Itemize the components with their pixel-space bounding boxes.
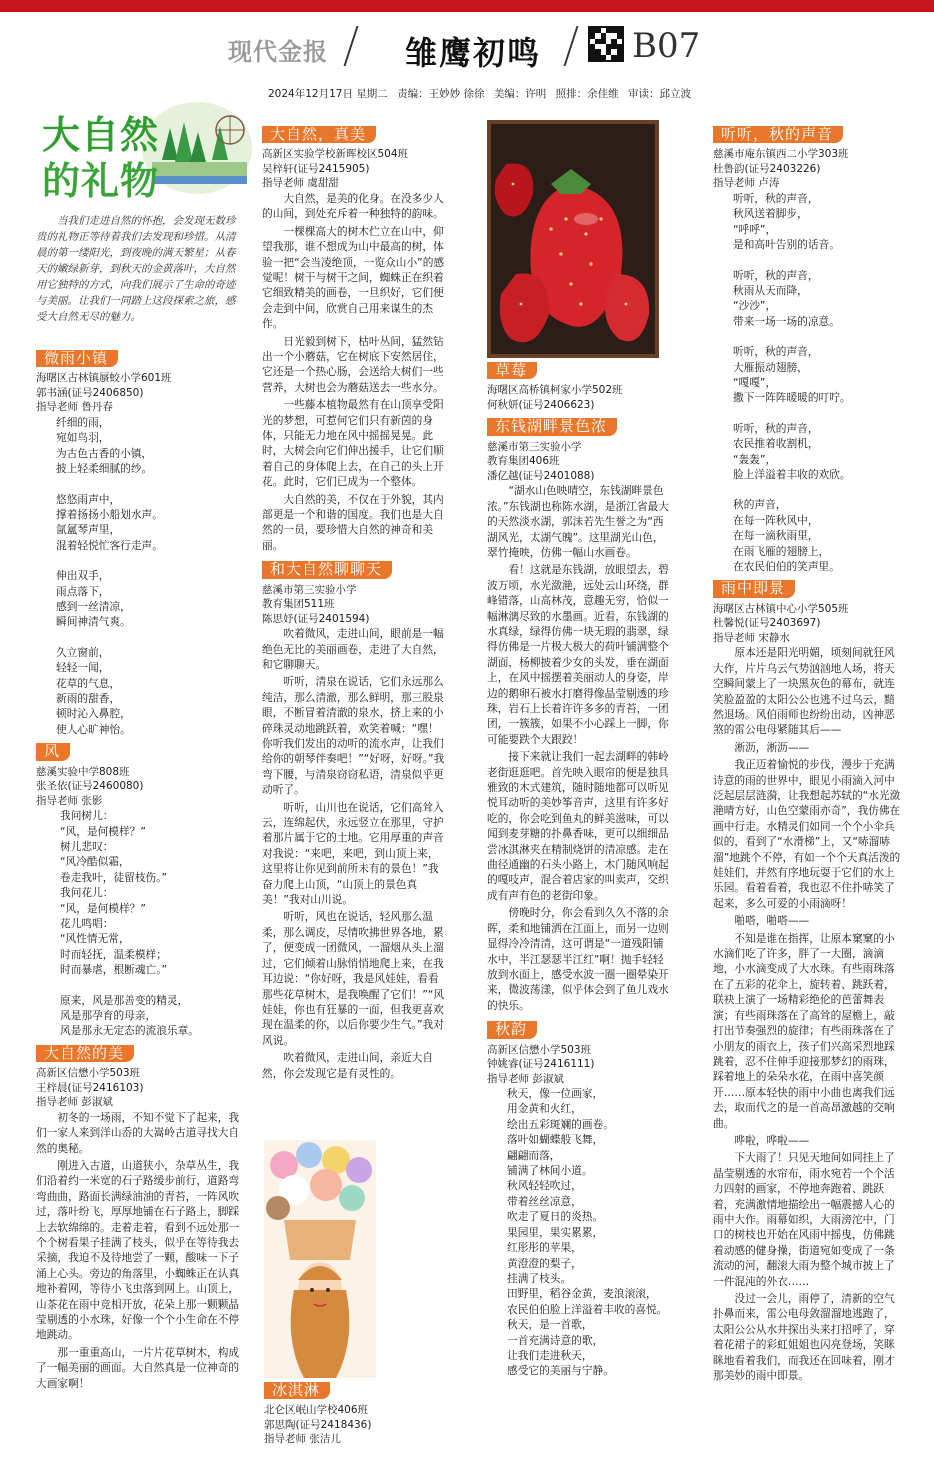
poem-line: 果园里，果实累累， (507, 1225, 604, 1239)
poem-line: 花草的气息， (56, 676, 121, 690)
paragraph: 吹着微风，走进山间，眼前是一幅绝色无比的美丽画卷，走进了大自然，和它聊聊天。 (262, 627, 444, 671)
newspaper-name: 现代金报 (228, 37, 328, 66)
poem-line: 瞬间神清气爽。 (56, 615, 131, 629)
poem-line: 使人心旷神怡。 (56, 722, 131, 736)
byline-class: 教育集团511班 (262, 598, 335, 611)
paragraph: 吹着微风，走进山间，亲近大自然，你会发现它是有灵性的。 (262, 1051, 434, 1080)
poem-line: 秋风送着脚步， (733, 207, 808, 221)
poem-line: 带着丝丝凉意， (507, 1194, 582, 1208)
poem-line: 宛如鸟羽， (56, 431, 110, 445)
poem-line: 田野里，稻谷金黄，麦浪滚滚， (507, 1287, 657, 1301)
byline (487, 1043, 673, 1087)
poem-line: 红彤彤的苹果， (507, 1241, 582, 1255)
poem-line: 听听，秋的声音， (733, 268, 819, 282)
poem-line: “嘎嘎”， (733, 375, 777, 389)
poem-line: 我问树儿： (60, 809, 114, 823)
poem-line: 顿时沁入鼻腔， (56, 707, 131, 721)
byline-teacher: 指导老师 张洁儿 (264, 1433, 341, 1446)
poem-line: “呼呼”， (733, 222, 777, 236)
section-title: 和大自然聊聊天 (262, 561, 392, 578)
paragraph: 接下来就让我们一起去湖畔的韩岭老街逛逛吧。首先映入眼帘的便是独具雅致的木式建筑，随时随地都可以听见悦耳动听的美妙筝音声，这里有许多好吃的，你会吃到鱼丸的鲜美滋味，可以闻到麦芽糖的扑鼻香味，更可以细细品尝冰淇淋夹在精制烧饼的清凉感。走在曲径通幽的石头小路上，木门随风响起的嘎吱声，混合着店家的叫卖声，交织成有声有色的老街印象。 (487, 750, 669, 902)
byline-school: 北仑区岷山学校406班 (264, 1404, 369, 1417)
column-2 (262, 120, 448, 1083)
poem-line: 听听，秋的声音， (733, 345, 819, 359)
poem-line: 树儿悲叹： (60, 839, 114, 853)
byline-author: 杜馨悦(证号2403697) (713, 617, 821, 630)
section-title: 东钱湖畔景色浓 (487, 418, 617, 435)
poem-line: 挂满了枝头。 (507, 1271, 572, 1285)
byline-school: 高新区信懋小学503班 (36, 1067, 141, 1080)
ice-cream-caption (264, 1382, 450, 1447)
poem-line: 秋的声音， (733, 498, 787, 512)
paragraph: 大自然的美，不仅在于外貌，其内部更是一个和谐的国度。我们也是大自然的一员，要珍惜大自然的神奇和美丽。 (262, 492, 444, 552)
section-title: 草莓 (487, 362, 537, 379)
section-title: 听听，秋的声音 (713, 126, 843, 143)
poem-line: 农民伯伯脸上洋溢着丰收的喜悦。 (507, 1302, 668, 1316)
issue-date: 2024年12月17日 星期二 (268, 88, 388, 100)
poem-line: 秋风轻轻吹过， (507, 1179, 582, 1193)
byline-school: 海曙区古林镇中心小学505班 (713, 602, 849, 615)
paragraph: 听听，清泉在说话，它们永远那么纯洁，那么清澈，那么鲜明，那三股泉眼，不断冒着清澈的泉水，挤上来的小碎珠灵动地跳跃着，欢笑着喊：“嘿！你听我们发出的动听的流水声，让我们给你的朝琴伴奏吧！”“好呀，好呀。”我弯下腰，与清泉窃窃私语，清泉似乎更动听了。 (262, 675, 445, 797)
byline (487, 383, 673, 412)
byline-teacher: 指导老师 彭淑斌 (36, 1096, 113, 1109)
byline (36, 1066, 246, 1110)
byline (264, 1403, 450, 1447)
paragraph: 那一重重高山，一片片花草树木，构成了一幅美丽的画面。大自然真是一位神奇的大画家啊！ (36, 1345, 240, 1390)
poem-line: 为古色古香的小镇， (56, 446, 153, 460)
feature-title-line1: 大自然 (42, 112, 160, 157)
poem-line: 感到一丝清凉， (56, 599, 131, 613)
poem-line: 带来一场一场的凉意。 (733, 314, 840, 328)
poem-line: 时而暴虐，根断魂亡。” (60, 963, 168, 977)
byline-teacher: 指导老师 张影 (36, 794, 103, 807)
paragraph: 初冬的一场雨，不知不觉下了起来，我们一家人来到洋山岙的大嵩岭古道寻找大自然的奥秘。 (36, 1110, 240, 1155)
poem-line: 撑着扬扬小船划水声。 (56, 507, 163, 521)
poem-line: 感受它的美丽与宁静。 (507, 1364, 614, 1378)
poem-line: 吹走了夏日的炎热。 (507, 1210, 604, 1224)
byline-school: 慈溪市庵东镇西二小学303班 (713, 148, 849, 161)
poem-line: 秋天，像一位画家， (507, 1087, 604, 1101)
proofreader-credit: 审读：邱立波 (628, 88, 691, 100)
byline-author: 何秋妍(证号2406623) (487, 398, 595, 411)
poem-line: 混着轻悦忙客行走声。 (56, 538, 163, 552)
poem-line: 久立窗前， (56, 645, 110, 659)
paragraph: 日光毅到树下，枯叶丛间，猛然钻出一个小蘑菇，它在树底下安然居住，它还是一个热心肠，会送给大树们一些营养，大树也会为蘑菇送去一些水分。 (262, 334, 444, 394)
feature-logo (12, 100, 252, 203)
poem-line: “风性情无常， (60, 932, 130, 946)
byline-school: 海曙区古林镇蜃蛟小学601班 (36, 372, 172, 385)
poem-line: 秋雨从天而降， (733, 283, 808, 297)
poem-line: 秋天，是一首歌， (507, 1318, 593, 1332)
poem-line: 黄澄澄的梨子， (507, 1256, 582, 1270)
poem-line: 农民推着收割机， (733, 437, 819, 451)
paragraph: 一棵棵高大的树木伫立在山中，仰望我那，谁不想成为山中最高的树，体验一把“会当凌绝顶，一览众山小”的感觉呢！树干与树干之间，蜘蛛正在织着它细致精美的画卷，一旦织好，它们便会走到中间，欣赏自己用来谋生的杰作。 (262, 224, 445, 331)
ice-cream-illustration (264, 1140, 376, 1378)
page-header (0, 12, 934, 74)
paragraph: 啪嗒，啪嗒—— (734, 914, 810, 928)
section-title: 冰淇淋 (264, 1382, 330, 1399)
byline-teacher: 指导老师 彭淑斌 (487, 1072, 564, 1085)
byline-author: 吴梓轩(证号2415905) (262, 162, 370, 175)
poem-line: 撒下一阵阵暖暖的叮咛。 (733, 391, 851, 405)
poem-body (36, 808, 246, 1039)
ice-cream-drawing (264, 1140, 376, 1378)
poem-line: 落叶如蝴蝶般飞舞， (507, 1133, 604, 1147)
poem-line: 悠悠雨声中， (56, 492, 121, 506)
poem-line: 我问花儿： (60, 886, 114, 900)
edition-meta (268, 86, 697, 101)
paragraph: 傍晚时分，你会看到久久不落的余晖，柔和地铺洒在江面上，而另一边则显得冷冷清清，这可谓是“一道残阳铺水中，半江瑟瑟半江红”啊！抛手轻轻放到水面上，感受水波一圈一圈晕染开来，微波荡漾，似乎体会到了鱼儿戏水的快乐。 (487, 906, 669, 1012)
poem-line: 氤氲琴声里， (56, 523, 121, 537)
header-divider (344, 26, 359, 66)
byline-author: 钟姚睿(证号2416111) (487, 1058, 595, 1071)
top-red-band (0, 0, 934, 12)
paragraph: 大自然，是美的化身。在没多少人的山间，到处充斥着一种独特的韵味。 (262, 191, 444, 221)
poem-line: 是和高叶告别的话音。 (733, 238, 840, 252)
typesetter-credit: 照排：余佳维 (555, 88, 619, 100)
byline (36, 765, 246, 809)
poem-body (713, 191, 901, 575)
strawberry-illustration (491, 124, 655, 354)
poem-line: 让我们走进秋天， (507, 1348, 593, 1362)
section-title: 风 (36, 743, 70, 760)
poem-line: “风冷酷似霜， (60, 855, 130, 869)
poem-line: 风是那孕育的母亲， (60, 1009, 157, 1022)
byline-school: 慈溪市第三实验小学 (487, 440, 582, 453)
byline-school: 慈溪实验中学808班 (36, 765, 130, 778)
byline-author: 郭思陶(证号2418436) (264, 1418, 372, 1431)
editor-credit: 责编：王妙妙 徐徐 (397, 88, 485, 100)
poem-line: 卷走我叶，徒留枝伤。” (60, 870, 168, 884)
byline-teacher: 指导老师 卢涛 (713, 177, 780, 190)
poem-line: 在每一滴秋雨里， (733, 529, 819, 543)
poem-line: 披上轻柔细腻的纱。 (56, 462, 153, 476)
byline (262, 583, 448, 627)
section-title: 雨中即景 (713, 580, 795, 597)
qr-code-icon (588, 26, 624, 62)
poem-line: 原来，风是那善变的精灵， (60, 993, 189, 1007)
paragraph: 听听，山川也在说话，它们高耸入云，连绵起伏，永远竖立在那里，守护着那片属于它的土地。它用厚重的声音对我说：“来吧，来吧，到山顶上来，这里将让你见到前所未有的景色！”我奋力爬上山顶，“山顶上的景色真美！”我对山川说。 (262, 800, 444, 907)
poem-line: 一首充满诗意的歌， (507, 1333, 604, 1347)
poem-line: 雨点落下， (56, 584, 110, 598)
poem-line: 用金黄和火红， (507, 1102, 582, 1116)
byline (262, 147, 448, 191)
designer-credit: 美编：许明 (493, 88, 547, 100)
section-title: 大自然的美 (36, 1045, 134, 1062)
poem-line: 绘出五彩斑斓的画卷。 (507, 1117, 614, 1131)
byline-author: 杜鲁韵(证号2403226) (713, 162, 821, 175)
section-title: 微雨小镇 (36, 350, 118, 367)
paragraph: 不知是谁在指挥，让原本窠窠的小水滴们吃了许多，胖了一大圈，滴滴地，小水滴变成了大水珠。有些雨珠落在了五彩的花伞上，旋转着、跳跃着，联袂上演了一场精彩绝伦的芭蕾舞表演；有些雨珠落在了高耸的屋檐上，敲打出节奏强烈的旋律；有些雨珠落在了小朋友的雨衣上，孩子们兴高采烈地踩跳着，忍不住伸手迎接那梦幻的雨珠，踩着地上的朵朵水花，在雨中喜笑颜开……原本轻快的雨中小曲也离我们远去，取而代之的是一首高昂激越的交响曲。 (713, 931, 895, 1130)
byline-class: 教育集团406班 (487, 455, 560, 468)
poem-line: 花儿鸣唱： (60, 916, 114, 930)
byline (713, 602, 901, 646)
poem-line: 纤细的雨， (56, 415, 110, 429)
byline-author: 潘亿越(证号2401088) (487, 469, 595, 482)
section-title: 秋韵 (487, 1021, 537, 1038)
byline-author: 王梓晨(证号2416103) (36, 1081, 144, 1094)
column-1 (36, 344, 246, 1393)
section-title: 大自然，真美 (262, 126, 376, 143)
paragraph: 一些藤本植物最然有在山顶享受阳光的梦想，可惹何它们只有新茵的身体，只能无力地在风中摇摇晃晃。此时，大树会向它们伸出援手，让它们顺着自己的身体爬上去，在自己的头上开花。此时，它们已成为一个整体。 (262, 398, 444, 489)
poem-line: 听听，秋的声音， (733, 191, 819, 205)
byline (36, 371, 246, 415)
feature-intro: 当我们走进自然的怀抱，会发现无数珍贵的礼物正等待着我们去发现和珍惜。从清晨的第一缕阳光，到夜晚的满天繁星；从春天的嫩绿新芽，到秋天的金黄落叶，大自然用它独特的方式，向我们展示了生命的奇迹与美丽。让我们一同踏上这段探索之旅，感受大自然无尽的魅力。 (36, 215, 236, 323)
poem-line: 脸上洋溢着丰收的欢欣。 (733, 468, 851, 481)
poem-line: “风，是何模样？” (60, 824, 146, 838)
byline-school: 高新区实验学校新晖校区504班 (262, 148, 409, 161)
byline-author: 陈思妤(证号2401594) (262, 612, 370, 625)
paragraph: 看！这就是东钱湖，放眼望去，碧波万顷，水光潋滟，远处云山环绕，群峰错落，山高林茂，意趣无穷，恰似一幅淋漓尽致的水墨画。近看，东钱湖的水真绿，绿得仿佛一块无瑕的翡翠，绿得仿佛是一片极大极大的荷叶铺满整个湖面，杨柳披着少女的头发，垂在湖面上，在风中摇摆着美丽动人的身姿，岸边的鹅卵石被水打磨得像晶莹剔透的珍珠，岩石上长着许许多多的青苔，一团团，一簇簇，如果不小心踩上一脚，你可能要跌个大跟跤！ (487, 563, 669, 746)
poem-body (487, 1086, 673, 1379)
poem-line: 在雨飞雁的翅膀上， (733, 544, 830, 558)
paragraph: 没过一会儿，雨停了，清新的空气扑鼻而来，雷公电母敛溜溜地逃跑了，太阳公公从水井探出头来打招呼了，穿着花裙子的彩虹姐姐也闪亮登场，笑眯眯地看着我们，而我还在回味着，刚才那美妙的雨中即景。 (713, 1292, 895, 1383)
poem-line: 新雨的甜香， (56, 692, 121, 705)
byline-school: 高新区信懋小学503班 (487, 1043, 592, 1056)
poem-line: “轰轰”， (733, 452, 777, 466)
paragraph: 下大雨了！只见天地间如同挂上了晶莹剔透的水帘布，雨水宛若一个个活力四射的画家，不停地奔跑着、跳跃着，充满激情地描绘出一幅震撼人心的雨中大作。雨幕如织，大雨滂沱中，门口的树枝也开始在风雨中摇曳，仿佛跳着动感的健身操，街道宛如变成了一条流动的河，翻滚大雨为整个城市披上了一件混沌的外衣…… (713, 1151, 895, 1288)
byline-author: 张圣依(证号2460080) (36, 780, 144, 793)
poem-line: “风，是何模样？” (60, 901, 146, 915)
paragraph: 刚进入古道，山道狭小，杂草丛生，我们沿着约一米宽的石子路缓步前行，道路弯弯曲曲，路面长满绿油油的青苔，一阵风吹过，落叶纷飞，厚厚地铺在石子路上，脚踩上去软绵绵的。走着走着，看到不远处那一个个树看果子挂满了枝头，似乎在等待我去采摘，我迫不及待地尝了一颗，酸味一下子涌上心头。旁边的角落里，小蜘蛛正在认真地补着网，等待小飞虫落到网上。山顶上，山茶花在雨中竞相开放，花朵上那一颗颗晶莹剔透的小水珠，好像一个个小生命在不停地跳动。 (36, 1158, 240, 1342)
poem-line: 轻轻一闻， (56, 661, 110, 675)
byline-school: 海曙区高桥镇柯家小学502班 (487, 384, 623, 397)
paragraph: 淅沥，淅沥—— (734, 740, 810, 754)
column-3 (487, 362, 673, 1379)
poem-line: 在农民伯伯的笑声里。 (733, 560, 840, 574)
paragraph: 我正迈着愉悦的步伐，漫步于充满诗意的雨的世界中，眼见小雨滴入河中泛起层层涟漪，让我想起苏轼的“水光潋滟晴方好，山色空蒙雨亦奇”，我仿佛在画中行走。水精灵们如同一个个小伞兵似的，看到了“水滑梯”上，又“哧溜哧溜”地跳个不停，有如一个个天真活泼的娃娃们，并然有序地玩耍于它们的水上乐园。看着看着，我也忍不住扑哧笑了起来，多么可爱的小雨滴呀！ (713, 758, 901, 910)
paragraph: 听听，风也在说话，轻风那么温柔，那么调皮，尽情吹拂世界各地，累了，便变成一团微风，一溜烟从头上溜过，它们倾着山脉悄悄地爬上来，在我耳边说：“你好呀，我是风娃娃，看看那些花草树木，是我唤醒了它们！”“风娃娃，你也有狂暴的一面，但我更喜欢现在温柔的你，以后你要少生气。”我对风说。 (262, 910, 445, 1047)
byline (487, 440, 673, 484)
strawberry-painting (487, 120, 659, 358)
byline (713, 147, 901, 191)
paragraph: “湖水山色映晴空，东钱湖畔景色浓。”东钱湖也称陈水湖，是浙江省最大的天然淡水湖，郭沫若先生誉之为“西湖风光，太湖气魄”。这里湖光山色，翠竹掩映，仿佛一幅山水画卷。 (487, 484, 669, 559)
poem-line: 时而轻抚，温柔模样； (60, 947, 167, 961)
paragraph: 原本还是阳光明媚，顷刻间就狂风大作，片片乌云气势汹汹地人场，将天空瞬间蒙上了一块黑灰色的幕布，就连笑脸盈盈的太阳公公也逃不过乌云，黯然退场。风伯雨师也纷纷出动，凶神恶煞的雷公电母紧随其后—— (713, 646, 895, 737)
paragraph: 哗啦，哗啦—— (734, 1133, 810, 1147)
byline-school: 慈溪市第三实验小学 (262, 583, 357, 596)
byline-teacher: 指导老师 鲁丹春 (36, 401, 113, 414)
poem-line: 风是那永无定态的流浪乐章。 (60, 1024, 199, 1038)
poem-line: 听听，秋的声音， (733, 421, 819, 435)
poem-body (36, 415, 246, 737)
page-number: B07 (632, 26, 701, 66)
poem-line: 伸出双手， (56, 569, 110, 583)
byline-author: 郭书涵(证号2406850) (36, 386, 144, 399)
page-section-title: 雏鹰初鸣 (405, 34, 542, 72)
poem-line: 铺满了林间小道。 (507, 1164, 593, 1178)
poem-line: 翩翩而落， (507, 1148, 561, 1162)
poem-line: 在每一阵秋风中， (733, 513, 819, 527)
header-divider (564, 26, 579, 66)
column-4 (713, 120, 901, 1385)
feature-title-line2: 的礼物 (42, 158, 160, 203)
byline-teacher: 指导老师 虞甜甜 (262, 177, 339, 190)
poem-line: “沙沙”， (733, 299, 777, 313)
poem-line: 大雁振动翅膀， (733, 360, 808, 374)
byline-teacher: 指导老师 宋静水 (713, 631, 790, 644)
